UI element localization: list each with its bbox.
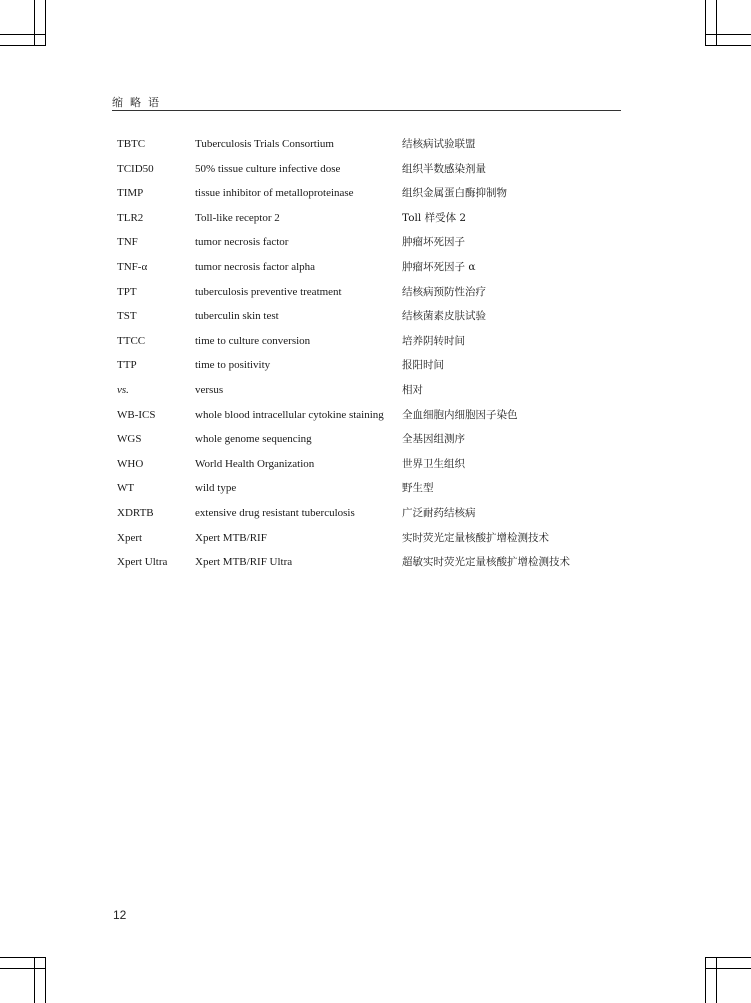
english-term: Toll-like receptor 2 xyxy=(195,211,280,224)
chinese-term: 结核病试验联盟 xyxy=(402,138,476,150)
abbreviation: TNF-α xyxy=(117,260,148,273)
crop-mark xyxy=(45,0,46,46)
abbreviation: TTP xyxy=(117,359,137,372)
table-row xyxy=(117,432,597,457)
crop-mark xyxy=(0,957,46,958)
table-row xyxy=(117,555,597,580)
crop-mark xyxy=(705,45,751,46)
english-term: Xpert MTB/RIF Ultra xyxy=(195,556,293,569)
english-term: time to culture conversion xyxy=(195,334,311,347)
table-row xyxy=(117,260,597,285)
chinese-term: Toll 样受体 2 xyxy=(402,211,467,224)
english-term: tumor necrosis factor xyxy=(195,236,289,249)
crop-mark xyxy=(34,957,35,1003)
abbreviation: TIMP xyxy=(117,187,144,200)
table-row xyxy=(117,334,597,359)
abbreviation-table xyxy=(117,137,597,580)
chinese-term: 培养阴转时间 xyxy=(402,334,465,347)
crop-mark xyxy=(705,968,751,969)
chinese-term: 野生型 xyxy=(402,482,434,495)
crop-mark xyxy=(716,957,717,1003)
chinese-term: 肿瘤坏死因子 xyxy=(402,236,465,249)
english-term: Tuberculosis Trials Consortium xyxy=(195,138,334,150)
chinese-term: 世界卫生组织 xyxy=(402,457,465,470)
abbreviation: TLR2 xyxy=(117,211,144,224)
table-row xyxy=(117,309,597,334)
page-number: 12 xyxy=(113,908,127,922)
english-term: tumor necrosis factor alpha xyxy=(195,260,316,273)
abbreviation: TCID50 xyxy=(117,162,154,175)
running-header xyxy=(112,97,621,111)
english-term: wild type xyxy=(195,482,237,495)
english-term: 50% tissue culture infective dose xyxy=(195,162,341,175)
abbreviation: TPT xyxy=(117,285,137,298)
table-row xyxy=(117,506,597,531)
table-row xyxy=(117,457,597,482)
abbreviation: TTCC xyxy=(117,334,146,347)
english-term: tuberculosis preventive treatment xyxy=(195,285,342,298)
english-term: World Health Organization xyxy=(195,457,315,470)
english-term: extensive drug resistant tuberculosis xyxy=(195,506,355,519)
chinese-term: 组织半数感染剂量 xyxy=(402,162,486,175)
crop-mark xyxy=(34,0,35,46)
chinese-term: 全基因组测序 xyxy=(402,433,465,446)
crop-mark xyxy=(0,45,46,46)
abbreviation: TBTC xyxy=(117,138,146,150)
chinese-term: 相对 xyxy=(402,383,423,396)
table-row xyxy=(117,186,597,211)
english-term: tissue inhibitor of metalloproteinase xyxy=(195,187,354,200)
abbreviation: vs. xyxy=(117,383,129,396)
crop-mark xyxy=(705,0,706,46)
chinese-term: 肿瘤坏死因子 α xyxy=(402,260,476,273)
crop-mark xyxy=(705,34,751,35)
chinese-term: 全血细胞内细胞因子染色 xyxy=(402,408,518,421)
chinese-term: 结核菌素皮肤试验 xyxy=(402,310,486,323)
abbreviation: Xpert Ultra xyxy=(117,556,168,569)
crop-mark xyxy=(705,957,706,1003)
crop-mark xyxy=(705,957,751,958)
chinese-term: 组织金属蛋白酶抑制物 xyxy=(402,187,507,200)
crop-mark xyxy=(45,957,46,1003)
table-row xyxy=(117,358,597,383)
abbreviation: TST xyxy=(117,310,137,323)
crop-mark xyxy=(0,34,46,35)
abbreviation: Xpert xyxy=(117,531,143,544)
table-row xyxy=(117,481,597,506)
table-row xyxy=(117,408,597,433)
header-rule xyxy=(112,110,621,111)
table-row xyxy=(117,211,597,236)
crop-mark xyxy=(716,0,717,46)
english-term: Xpert MTB/RIF xyxy=(195,531,267,544)
table-row xyxy=(117,285,597,310)
chinese-term: 结核病预防性治疗 xyxy=(402,285,486,298)
table-row xyxy=(117,162,597,187)
english-term: time to positivity xyxy=(195,359,271,372)
abbreviation: WB-ICS xyxy=(117,408,156,421)
chinese-term: 超敏实时荧光定量核酸扩增检测技术 xyxy=(402,556,570,569)
abbreviation: WT xyxy=(117,482,135,495)
chinese-term: 广泛耐药结核病 xyxy=(402,506,476,519)
abbreviation: WGS xyxy=(117,433,142,446)
header-title: 缩略语 xyxy=(112,96,166,109)
abbreviation: WHO xyxy=(117,457,144,470)
abbreviation: TNF xyxy=(117,236,138,249)
table-row xyxy=(117,137,597,162)
abbreviation: XDRTB xyxy=(117,506,154,519)
crop-mark xyxy=(0,968,46,969)
chinese-term: 报阳时间 xyxy=(402,359,444,372)
table-row xyxy=(117,531,597,556)
table-row xyxy=(117,235,597,260)
english-term: tuberculin skin test xyxy=(195,310,279,323)
english-term: whole blood intracellular cytokine staining xyxy=(195,408,384,421)
english-term: versus xyxy=(195,383,224,396)
table-row xyxy=(117,383,597,408)
chinese-term: 实时荧光定量核酸扩增检测技术 xyxy=(402,531,549,544)
english-term: whole genome sequencing xyxy=(195,433,312,446)
